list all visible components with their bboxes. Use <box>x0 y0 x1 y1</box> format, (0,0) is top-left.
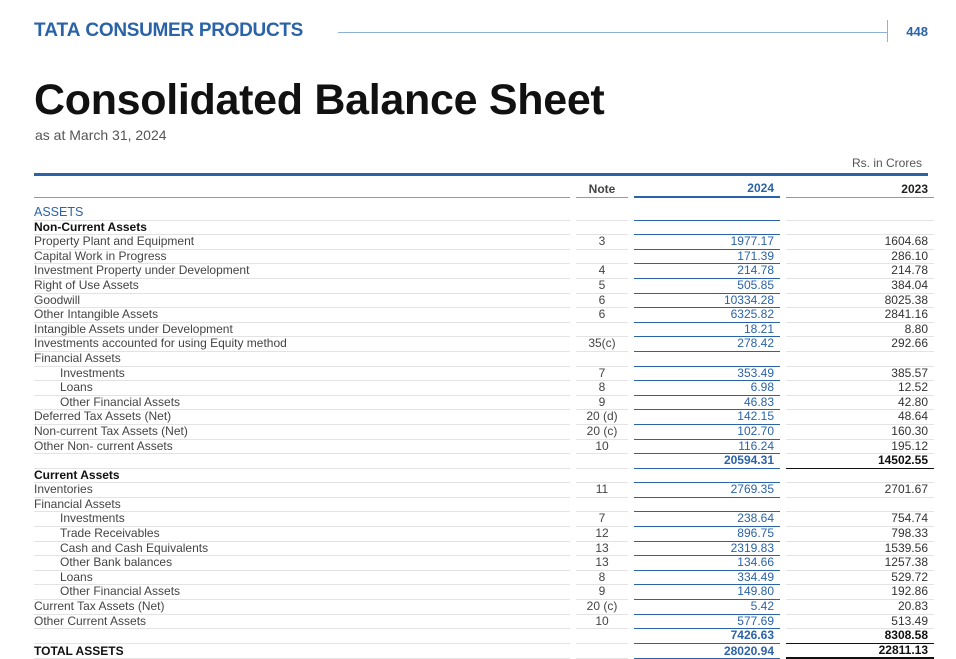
table-row <box>34 367 934 382</box>
row-note: 10 <box>576 615 628 630</box>
row-note <box>576 454 628 469</box>
row-note <box>576 250 628 265</box>
table-row <box>34 542 934 557</box>
row-label: Non-current Tax Assets (Net) <box>34 425 570 440</box>
table-header-row <box>34 176 934 198</box>
row-note: 9 <box>576 396 628 411</box>
row-label: Non-Current Assets <box>34 221 570 236</box>
row-value-2024: 134.66 <box>634 556 780 571</box>
row-value-2024: 116.24 <box>634 440 780 455</box>
row-note <box>576 498 628 513</box>
row-note: 12 <box>576 527 628 542</box>
row-label <box>34 629 570 644</box>
row-value-2024: 18.21 <box>634 323 780 338</box>
header-divider <box>887 20 888 42</box>
row-note: 9 <box>576 585 628 600</box>
row-label: Capital Work in Progress <box>34 250 570 265</box>
total-row <box>34 629 934 644</box>
row-value-2024: 505.85 <box>634 279 780 294</box>
row-value-2024: 2319.83 <box>634 542 780 557</box>
row-value-2023: 195.12 <box>786 440 934 455</box>
row-label: Property Plant and Equipment <box>34 235 570 250</box>
row-value-2024: 278.42 <box>634 337 780 352</box>
table-row <box>34 250 934 265</box>
table-row <box>34 235 934 250</box>
table-row <box>34 264 934 279</box>
row-value-2023: 2701.67 <box>786 483 934 498</box>
row-note: 3 <box>576 235 628 250</box>
units-label: Rs. in Crores <box>851 156 922 170</box>
row-value-2023: 513.49 <box>786 615 934 630</box>
table-row <box>34 556 934 571</box>
row-value-2024: 171.39 <box>634 250 780 265</box>
row-value-2023: 8025.38 <box>786 294 934 309</box>
row-label: Loans <box>34 571 570 586</box>
table-row <box>34 410 934 425</box>
table-row <box>34 308 934 323</box>
row-note: 6 <box>576 308 628 323</box>
row-note: 7 <box>576 512 628 527</box>
row-value-2023: 754.74 <box>786 512 934 527</box>
row-value-2024 <box>634 469 780 484</box>
row-value-2023: 1539.56 <box>786 542 934 557</box>
row-label: Investment Property under Development <box>34 264 570 279</box>
row-label: Investments <box>34 512 570 527</box>
row-value-2024: 7426.63 <box>634 629 780 644</box>
row-value-2023: 385.57 <box>786 367 934 382</box>
row-note <box>576 644 628 659</box>
table-row <box>34 512 934 527</box>
row-note: 20 (c) <box>576 600 628 615</box>
row-note <box>576 221 628 236</box>
row-value-2024 <box>634 206 780 221</box>
row-label <box>34 454 570 469</box>
row-label: Financial Assets <box>34 498 570 513</box>
table-row <box>34 221 934 236</box>
brand-logo <box>34 20 303 42</box>
brand-prefix: TATA <box>34 20 81 41</box>
row-value-2024: 6325.82 <box>634 308 780 323</box>
balance-sheet-table <box>34 176 934 659</box>
table-row <box>34 294 934 309</box>
row-note: 10 <box>576 440 628 455</box>
row-label: Loans <box>34 381 570 396</box>
table-row <box>34 469 934 484</box>
row-value-2024: 142.15 <box>634 410 780 425</box>
table-row <box>34 206 934 221</box>
year-2024-column-header: 2024 <box>634 176 780 198</box>
row-value-2023: 292.66 <box>786 337 934 352</box>
row-value-2023 <box>786 352 934 367</box>
row-value-2023: 8.80 <box>786 323 934 338</box>
row-label: Other Financial Assets <box>34 585 570 600</box>
row-label: Cash and Cash Equivalents <box>34 542 570 557</box>
row-value-2024 <box>634 498 780 513</box>
table-row <box>34 396 934 411</box>
row-value-2023: 2841.16 <box>786 308 934 323</box>
row-value-2024: 6.98 <box>634 381 780 396</box>
row-note <box>576 629 628 644</box>
row-label: Current Assets <box>34 469 570 484</box>
row-value-2023 <box>786 221 934 236</box>
row-value-2024: 2769.35 <box>634 483 780 498</box>
row-value-2023: 14502.55 <box>786 454 934 469</box>
row-label: TOTAL ASSETS <box>34 644 570 659</box>
table-row <box>34 425 934 440</box>
table-row <box>34 615 934 630</box>
row-note: 13 <box>576 542 628 557</box>
header-rule <box>338 32 888 33</box>
row-value-2023: 20.83 <box>786 600 934 615</box>
row-value-2024 <box>634 352 780 367</box>
row-value-2024: 1977.17 <box>634 235 780 250</box>
row-label: Right of Use Assets <box>34 279 570 294</box>
row-value-2024: 46.83 <box>634 396 780 411</box>
table-row <box>34 440 934 455</box>
row-value-2024: 334.49 <box>634 571 780 586</box>
table-row <box>34 483 934 498</box>
row-note <box>576 206 628 221</box>
row-note: 7 <box>576 367 628 382</box>
row-note <box>576 469 628 484</box>
total-row <box>34 454 934 469</box>
row-note: 20 (d) <box>576 410 628 425</box>
row-value-2024: 238.64 <box>634 512 780 527</box>
row-value-2024: 896.75 <box>634 527 780 542</box>
table-row <box>34 571 934 586</box>
row-label: Investments <box>34 367 570 382</box>
row-value-2024: 20594.31 <box>634 454 780 469</box>
row-note <box>576 323 628 338</box>
row-value-2024: 353.49 <box>634 367 780 382</box>
row-label: Intangible Assets under Development <box>34 323 570 338</box>
brand-name: CONSUMER PRODUCTS <box>80 20 304 41</box>
row-value-2024 <box>634 221 780 236</box>
header-label-cell <box>34 176 570 198</box>
table-row <box>34 381 934 396</box>
row-value-2023: 1604.68 <box>786 235 934 250</box>
page-subtitle: as at March 31, 2024 <box>35 127 167 143</box>
row-value-2023: 42.80 <box>786 396 934 411</box>
row-note: 6 <box>576 294 628 309</box>
row-value-2024: 102.70 <box>634 425 780 440</box>
row-value-2024: 28020.94 <box>634 644 780 659</box>
row-value-2023 <box>786 206 934 221</box>
row-value-2023 <box>786 469 934 484</box>
row-label: Inventories <box>34 483 570 498</box>
row-value-2023: 798.33 <box>786 527 934 542</box>
report-header <box>34 20 928 44</box>
table-row <box>34 323 934 338</box>
row-value-2023: 8308.58 <box>786 629 934 644</box>
row-note <box>576 352 628 367</box>
table-row <box>34 337 934 352</box>
row-note: 13 <box>576 556 628 571</box>
row-value-2024: 577.69 <box>634 615 780 630</box>
table-row <box>34 527 934 542</box>
page-number: 448 <box>906 24 928 39</box>
page-title: Consolidated Balance Sheet <box>34 76 605 124</box>
year-2023-column-header: 2023 <box>786 176 934 198</box>
row-label: Investments accounted for using Equity method <box>34 337 570 352</box>
row-label: Other Intangible Assets <box>34 308 570 323</box>
row-label: ASSETS <box>34 206 570 221</box>
row-note: 8 <box>576 571 628 586</box>
header-spacer <box>34 198 934 206</box>
row-note: 11 <box>576 483 628 498</box>
row-note: 20 (c) <box>576 425 628 440</box>
row-label: Current Tax Assets (Net) <box>34 600 570 615</box>
row-label: Goodwill <box>34 294 570 309</box>
row-value-2023: 529.72 <box>786 571 934 586</box>
note-column-header: Note <box>576 176 628 198</box>
row-note: 4 <box>576 264 628 279</box>
row-value-2023 <box>786 498 934 513</box>
row-label: Other Financial Assets <box>34 396 570 411</box>
row-value-2023: 160.30 <box>786 425 934 440</box>
table-row <box>34 279 934 294</box>
row-value-2023: 214.78 <box>786 264 934 279</box>
table-row <box>34 600 934 615</box>
row-value-2023: 286.10 <box>786 250 934 265</box>
table-row <box>34 585 934 600</box>
row-note: 8 <box>576 381 628 396</box>
row-note: 35(c) <box>576 337 628 352</box>
row-label: Other Non- current Assets <box>34 440 570 455</box>
row-value-2024: 5.42 <box>634 600 780 615</box>
total-row <box>34 644 934 659</box>
table-row <box>34 352 934 367</box>
row-value-2023: 1257.38 <box>786 556 934 571</box>
row-label: Other Current Assets <box>34 615 570 630</box>
row-label: Trade Receivables <box>34 527 570 542</box>
row-value-2024: 10334.28 <box>634 294 780 309</box>
table-row <box>34 498 934 513</box>
row-value-2023: 192.86 <box>786 585 934 600</box>
row-value-2023: 48.64 <box>786 410 934 425</box>
row-value-2023: 384.04 <box>786 279 934 294</box>
row-value-2024: 149.80 <box>634 585 780 600</box>
row-note: 5 <box>576 279 628 294</box>
row-value-2023: 12.52 <box>786 381 934 396</box>
row-value-2024: 214.78 <box>634 264 780 279</box>
row-label: Other Bank balances <box>34 556 570 571</box>
row-label: Financial Assets <box>34 352 570 367</box>
row-value-2023: 22811.13 <box>786 644 934 659</box>
row-label: Deferred Tax Assets (Net) <box>34 410 570 425</box>
